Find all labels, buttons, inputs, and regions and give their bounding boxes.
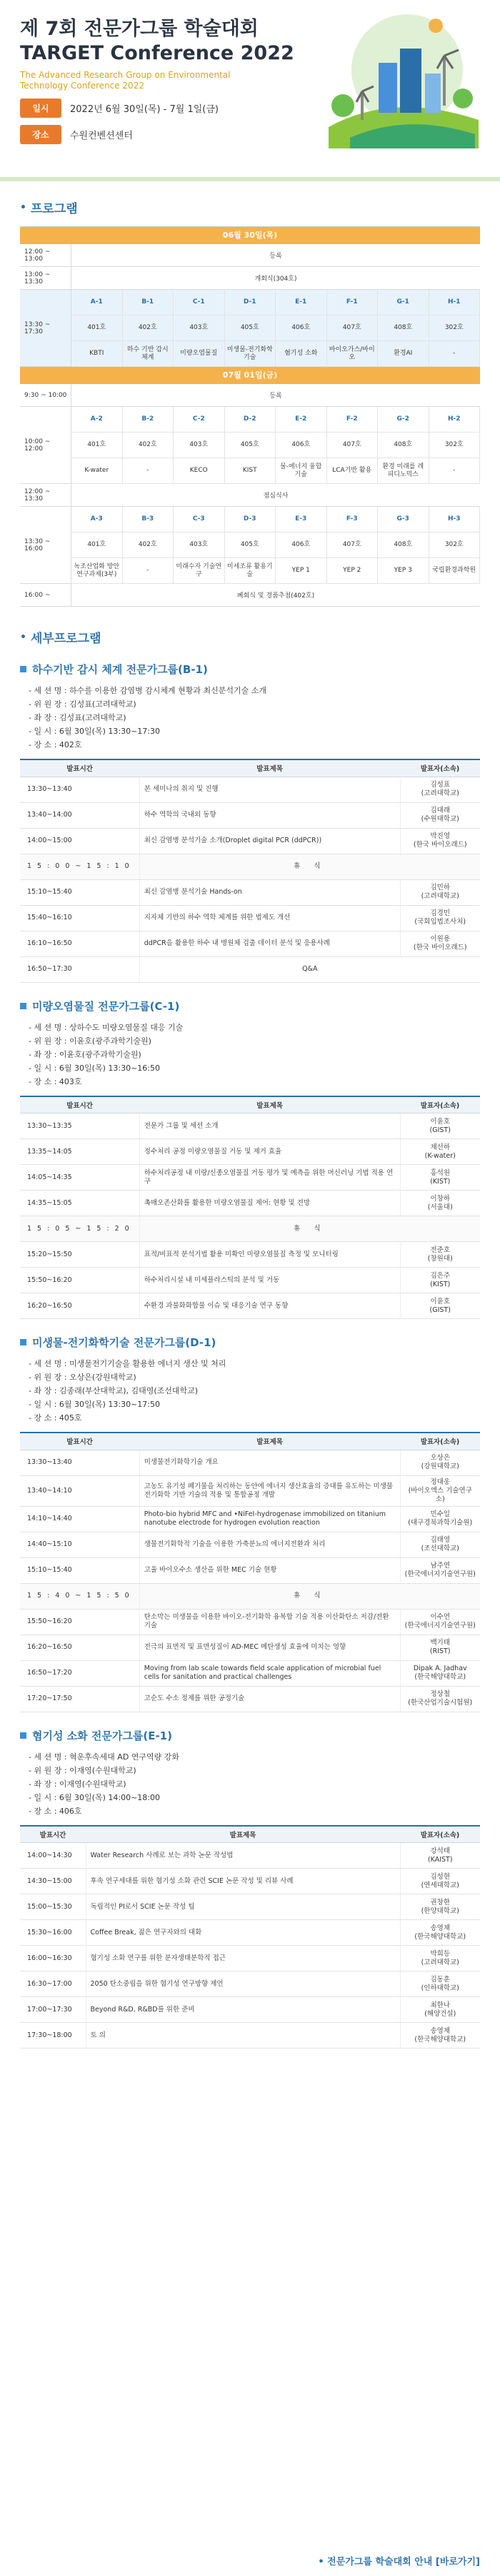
row-time: 15:20~15:50	[20, 1242, 139, 1268]
row-speaker: 권창한 (한양대학교)	[400, 1894, 480, 1920]
row-title: 최신 감염병 분석기술 소개(Droplet digital PCR (ddPCR))	[139, 828, 400, 854]
topic-cell: -	[123, 558, 174, 584]
table-row	[20, 802, 480, 828]
session-info-line: - 위 원 장 : 이재영(수원대학교)	[29, 1765, 136, 1775]
row-speaker: 전준호 (창원대)	[400, 1242, 480, 1268]
session-title: 하수기반 감시 체계 전문가그룹(B-1)	[32, 663, 208, 676]
room-cell: 302호	[429, 532, 481, 558]
room-cell: 402호	[123, 315, 174, 341]
session-code: E-1	[276, 290, 327, 315]
table-row	[20, 1475, 480, 1506]
topic-cell: KBTI	[71, 341, 123, 367]
table-header-time: 발표시간	[20, 1433, 139, 1450]
session-code: A-2	[71, 407, 123, 433]
session-info-line: - 장 소 : 406호	[29, 1806, 82, 1816]
row-text: 개회식(304호)	[254, 276, 297, 283]
d1-session-time: 13:30 ~ 17:30	[20, 290, 71, 366]
table-row	[20, 1946, 480, 1971]
session-code: G-2	[378, 407, 429, 433]
room-cell: 401호	[71, 315, 123, 341]
topic-cell: 물-에너지 융합기술	[276, 458, 327, 484]
title-line2: TARGET Conference 2022	[20, 42, 294, 64]
session-code: F-3	[327, 507, 379, 532]
table-row	[20, 1242, 480, 1268]
row-text: 등록	[269, 393, 282, 400]
table-row	[20, 931, 480, 956]
row-speaker: 박진영 (한국 바이오래드)	[400, 828, 480, 854]
row-time: 9:30 ~ 10:00	[20, 384, 71, 406]
row-time: 13:40~14:00	[20, 802, 139, 828]
eco-illustration	[300, 6, 486, 148]
row-time: 14:10~14:40	[20, 1506, 139, 1532]
d2-s1-row	[20, 407, 480, 484]
table-row	[20, 1583, 480, 1609]
table-header-title: 발표제목	[86, 1826, 400, 1843]
lunch-time: 12:00 ~ 13:30	[20, 484, 71, 506]
row-speaker: 홍석원 (KIST)	[400, 1165, 480, 1191]
session-code: B-1	[123, 290, 174, 315]
table-row	[20, 1920, 480, 1946]
session-code: A-1	[71, 290, 123, 315]
d2-s2-time: 13:30 ~ 16:00	[20, 507, 71, 583]
topic-cell: 미래수자 기술연구	[174, 558, 225, 584]
table-row	[20, 1997, 480, 2023]
row-speaker: 민수일 (대구경북과학기술원)	[400, 1506, 480, 1532]
bullet-icon: •	[20, 631, 26, 643]
table-row	[20, 1506, 480, 1532]
row-time: 16:50~17:20	[20, 1660, 139, 1686]
day2-band: 07월 01일(금)	[20, 367, 480, 384]
topic-cell: 환경AI	[378, 341, 429, 367]
room-cell: 408호	[378, 315, 429, 341]
table-row	[20, 1843, 480, 1869]
session-info-line: - 좌 장 : 이재영(수원대학교)	[29, 1779, 126, 1789]
topic-cell: 혐기성 소화	[276, 341, 327, 367]
row-time: 17:30~18:00	[20, 2023, 86, 2049]
row-time: 12:00 ~ 13:00	[20, 244, 71, 266]
row-title: 표적/비표적 분석기법 활용 미확인 미량오염물질 측정 및 모니터링	[139, 1242, 400, 1268]
session-code: G-1	[378, 290, 429, 315]
room-cell: 302호	[429, 433, 481, 458]
session-code: H-3	[429, 507, 481, 532]
place-value: 수원컨벤션센터	[70, 131, 133, 141]
row-time: 13:30~13:40	[20, 777, 139, 802]
row-speaker: 백기태 (RIST)	[400, 1635, 480, 1660]
table-row	[20, 1216, 480, 1242]
table-header-time: 발표시간	[20, 1096, 139, 1113]
row-time: 14:35~15:05	[20, 1191, 139, 1216]
row-title: 지자체 기반의 하수 역학 체계를 위한 법제도 개선	[139, 905, 400, 931]
room-cell: 402호	[123, 433, 174, 458]
row-title: 본 세미나의 취지 및 진행	[139, 777, 400, 802]
row-time: 13:30~13:35	[20, 1113, 139, 1139]
row-time: 15:40~15:50	[20, 1583, 139, 1609]
table-row	[20, 1894, 480, 1920]
table-header-title: 발표제목	[139, 1433, 400, 1450]
break-label: 휴 식	[139, 854, 480, 879]
topic-cell: 환경 미래를 레피디노믹스	[378, 458, 429, 484]
session-code: G-3	[378, 507, 429, 532]
row-speaker: 송영채 (한국해양대학교)	[400, 1920, 480, 1946]
row-time: 14:00~15:00	[20, 828, 139, 854]
closing-row	[20, 584, 480, 607]
row-time: 15:00~15:10	[20, 854, 139, 879]
program-table	[20, 226, 480, 607]
topic-cell: 바이오가스/바이오	[327, 341, 379, 367]
table-header-speaker: 발표자(소속)	[400, 1826, 480, 1843]
break-label: 휴 식	[139, 1216, 480, 1242]
row-speaker: 김태영 (조선대학교)	[400, 1532, 480, 1557]
session-info	[29, 1021, 471, 1089]
session-info-line: - 세 션 명 : 혁운후속세대 AD 연구역량 강화	[29, 1752, 180, 1762]
row-title: ddPCR을 활용한 하수 내 병원체 검출 데이터 분석 및 응용사례	[139, 931, 400, 956]
table-row	[20, 1635, 480, 1660]
square-bullet-icon	[20, 1339, 26, 1345]
subtitle: The Advanced Research Group on Environmental Technology Conference 2022	[20, 70, 231, 91]
row-time: 15:00~15:30	[20, 1894, 86, 1920]
session-info-line: - 좌 장 : 이윤호(광주과학기술원)	[29, 1049, 141, 1059]
table-row	[20, 1660, 480, 1686]
table-row	[20, 879, 480, 905]
row-title: 하수 역학의 국내외 동향	[139, 802, 400, 828]
session-heading	[20, 999, 480, 1014]
session-info	[29, 1750, 471, 1818]
row-time: 15:10~15:40	[20, 1557, 139, 1583]
row-title: 수환경 과불화화합물 이슈 및 대응기술 연구 동향	[139, 1293, 400, 1319]
row-time: 15:10~15:40	[20, 879, 139, 905]
table-header-speaker: 발표자(소속)	[400, 1096, 480, 1113]
row-title: 하수처리공정 내 미량/신종오염물질 거동 평가 및 예측을 위한 머신러닝 기법 적용 연구	[139, 1165, 400, 1191]
topic-cell: 미세조류 활용기술	[225, 558, 276, 584]
table-header-speaker: 발표자(소속)	[400, 1433, 480, 1450]
row-time: 14:30~15:00	[20, 1869, 86, 1894]
row-title: Water Research 사례로 보는 과학 논문 작성법	[86, 1843, 400, 1869]
session-info-line: - 장 소 : 403호	[29, 1076, 82, 1086]
row-title: 독립적인 PI로서 SCIE 논문 작성 팁	[86, 1894, 400, 1920]
row-time: 14:40~15:10	[20, 1532, 139, 1557]
row-speaker: 정대웅 (바이오엑스 기술연구소)	[400, 1475, 480, 1506]
topic-cell: YEP 1	[276, 558, 327, 584]
row-speaker: 박희등 (고려대학교)	[400, 1946, 480, 1971]
session-title: 미생물-전기화학기술 전문가그룹(D-1)	[32, 1336, 216, 1349]
row-time: 16:30~17:00	[20, 1971, 86, 1997]
row-title: 최신 감염병 분석기술 Hands-on	[139, 879, 400, 905]
table-header-time: 발표시간	[20, 1826, 86, 1843]
table-row	[20, 956, 480, 982]
header-divider	[0, 177, 500, 181]
row-speaker: 이윤호 (GIST)	[400, 1113, 480, 1139]
room-cell: 402호	[123, 532, 174, 558]
row-title: 정수처리 공정 미량오염물질 거동 및 제거 효율	[139, 1139, 400, 1165]
table-row	[20, 1532, 480, 1557]
row-title: 촉매오존산화를 활용한 미량오염물질 제어: 현황 및 전망	[139, 1191, 400, 1216]
table-row	[20, 777, 480, 802]
square-bullet-icon	[20, 1003, 26, 1009]
session-info-line: - 장 소 : 402호	[29, 740, 82, 749]
row-speaker: 김민하 (고려대학교)	[400, 879, 480, 905]
table-row	[20, 1293, 480, 1319]
row-title: Coffee Break, 젊은 연구자와의 대화	[86, 1920, 400, 1946]
topic-cell: 미량오염물질	[174, 341, 225, 367]
row-time: 16:20~16:50	[20, 1293, 139, 1319]
row-time: 13:30~13:40	[20, 1450, 139, 1475]
table-row	[20, 1869, 480, 1894]
session-code: E-2	[276, 407, 327, 433]
session-code: B-2	[123, 407, 174, 433]
session-info-line: - 좌 장 : 김종래(부산대학교), 김태영(조선대학교)	[29, 1386, 199, 1395]
session-code: H-1	[429, 290, 481, 315]
table-row	[20, 1686, 480, 1712]
session-heading	[20, 1728, 480, 1743]
session-info	[29, 1357, 471, 1425]
row-time: 14:00~14:30	[20, 1843, 86, 1869]
table-row	[20, 828, 480, 854]
program-row	[20, 267, 480, 290]
program-row	[20, 244, 480, 267]
room-cell: 405호	[225, 532, 276, 558]
topic-cell: -	[123, 458, 174, 484]
program-heading: • 프로그램	[20, 201, 78, 216]
topic-cell: LCA기반 활용	[327, 458, 379, 484]
session-info-line: - 장 소 : 405호	[29, 1413, 82, 1423]
room-cell: 408호	[378, 433, 429, 458]
bullet-icon: •	[20, 201, 26, 213]
topic-cell: YEP 2	[327, 558, 379, 584]
session-info	[29, 684, 471, 752]
room-cell: 406호	[276, 433, 327, 458]
row-title: 생물전기화학적 기술을 이용한 가축분뇨의 에너지전환과 처리	[139, 1532, 400, 1557]
topic-cell: 미생물-전기화학기술	[225, 341, 276, 367]
session-info-line: - 일 시 : 6월 30일(목) 13:30~17:30	[29, 727, 160, 736]
row-title: 전문가 그룹 및 세션 소개	[139, 1113, 400, 1139]
session-info-line: - 세 션 명 : 상하수도 미량오염물질 대응 기술	[29, 1022, 184, 1032]
room-cell: 406호	[276, 532, 327, 558]
row-title: 후속 연구세대를 위한 혐기성 소화 관련 SCIE 논문 작성 및 리뷰 사례	[86, 1869, 400, 1894]
row-speaker: 이원용 (한국 바이오래드)	[400, 931, 480, 956]
closing-time: 16:00 ~	[20, 584, 71, 606]
row-text: 등록	[269, 253, 282, 260]
session-table	[20, 1096, 480, 1320]
session-code: F-2	[327, 407, 379, 433]
row-speaker: 채선하 (K-water)	[400, 1139, 480, 1165]
row-title: Beyond R&D, R&BD를 위한 준비	[86, 1997, 400, 2023]
session-info-line: - 위 원 장 : 오상은(강원대학교)	[29, 1373, 136, 1382]
table-row	[20, 1450, 480, 1475]
table-row	[20, 1609, 480, 1635]
row-speaker: 송영채 (한국해양대학교)	[400, 2023, 480, 2049]
row-title: 혐기성 소화 연구를 위한 분자생태분학적 접근	[86, 1946, 400, 1971]
detail-heading: • 세부프로그램	[20, 631, 101, 646]
session-info-line: - 좌 장 : 김성표(고려대학교)	[29, 713, 126, 722]
row-speaker: 김은주 (KIST)	[400, 1268, 480, 1293]
table-row	[20, 1113, 480, 1139]
row-title: 고농도 유기성 폐기물을 처리하는 동안에 에너지 생산효율의 증대를 유도하는 미생물전기화학 기반 기술의 적용 및 통합공정 개발	[139, 1475, 400, 1506]
session-info-line: - 위 원 장 : 이윤호(광주과학기술원)	[29, 1036, 151, 1046]
session-table	[20, 759, 480, 983]
table-row	[20, 1139, 480, 1165]
program-row	[20, 384, 480, 407]
closing-text: 폐회식 및 경품추첨(402호)	[236, 592, 315, 600]
row-speaker: 남주연 (한국에너지기술연구원)	[400, 1557, 480, 1583]
topic-cell: YEP 3	[378, 558, 429, 584]
row-speaker: 김성현 (연세대학교)	[400, 1869, 480, 1894]
row-speaker: 김동훈 (인하대학교)	[400, 1971, 480, 1997]
date-label: 일시	[20, 99, 61, 118]
sessions-container	[0, 662, 500, 2049]
row-speaker: 이수연 (한국에너지기술연구원)	[400, 1609, 480, 1635]
break-label: 휴 식	[139, 1583, 480, 1609]
session-code: D-3	[225, 507, 276, 532]
table-row	[20, 1971, 480, 1997]
topic-cell: 하수 기반 감시체계	[123, 341, 174, 367]
row-time: 13:40~14:10	[20, 1475, 139, 1506]
session-table	[20, 1432, 480, 1712]
lunch-row	[20, 484, 480, 507]
row-speaker: 최한나 (해양건설)	[400, 1997, 480, 2023]
lunch-text: 점심식사	[263, 493, 289, 500]
square-bullet-icon	[20, 666, 26, 672]
footer-link[interactable]: • 전문가그룹 학술대회 안내 [바로가기]	[318, 2557, 480, 2567]
session-title: 혐기성 소화 전문가그룹(E-1)	[32, 1729, 172, 1742]
row-title: 미생물전기화학기술 개요	[139, 1450, 400, 1475]
table-row	[20, 1557, 480, 1583]
room-cell: 403호	[174, 433, 225, 458]
row-time: 15:30~16:00	[20, 1920, 86, 1946]
table-header-speaker: 발표자(소속)	[400, 759, 480, 777]
table-row	[20, 1165, 480, 1191]
d2-s2-row	[20, 507, 480, 584]
day1-band: 06월 30일(목)	[20, 227, 480, 244]
room-cell: 403호	[174, 532, 225, 558]
session-info-line: - 일 시 : 6월 30일(목) 13:30~16:50	[29, 1063, 160, 1073]
row-title: 전극의 표면적 및 표면성질이 AD-MEC 메탄생성 효율에 미치는 영향	[139, 1635, 400, 1660]
row-title: 하수처리시설 내 미세플라스틱의 분석 및 거동	[139, 1268, 400, 1293]
room-cell: 406호	[276, 315, 327, 341]
session-code: B-3	[123, 507, 174, 532]
d2-s1-time: 10:00 ~ 12:00	[20, 407, 71, 483]
row-title: 고율 바이오수소 생산을 위한 MEC 기술 현황	[139, 1557, 400, 1583]
square-bullet-icon	[20, 1732, 26, 1739]
row-speaker: 김대래 (수원대학교)	[400, 802, 480, 828]
row-time: 13:00 ~ 13:30	[20, 267, 71, 289]
table-row	[20, 1268, 480, 1293]
row-time: 15:50~16:20	[20, 1268, 139, 1293]
table-row	[20, 905, 480, 931]
session-info-line: - 세 션 명 : 미생물전기기술을 활용한 에너지 생산 및 처리	[29, 1359, 226, 1368]
room-cell: 408호	[378, 532, 429, 558]
row-time: 15:50~16:20	[20, 1609, 139, 1635]
row-time: 15:40~16:10	[20, 905, 139, 931]
session-info-line: - 일 시 : 6월 30일(목) 13:30~17:50	[29, 1400, 160, 1409]
row-title: 토 의	[86, 2023, 400, 2049]
row-title: 2050 탄소중립을 위한 혐기성 연구방향 제언	[86, 1971, 400, 1997]
topic-cell: -	[429, 458, 481, 484]
session-code: A-3	[71, 507, 123, 532]
row-time: 16:50~17:30	[20, 956, 139, 982]
room-cell: 407호	[327, 315, 379, 341]
topic-cell: 녹조산업화 방안 연구과제(3부)	[71, 558, 123, 584]
row-title: 고순도 수소 정제를 위한 공정기술	[139, 1686, 400, 1712]
row-speaker: 이윤호 (GIST)	[400, 1293, 480, 1319]
table-header-time: 발표시간	[20, 759, 139, 777]
row-title: 탄소막는 미생물을 이용한 바이오-전기화학 융복합 기술 적용 이산화탄소 저감/전환기술	[139, 1609, 400, 1635]
session-code: E-3	[276, 507, 327, 532]
session-code: F-1	[327, 290, 379, 315]
topic-cell: K-water	[71, 458, 123, 484]
row-time: 17:00~17:30	[20, 1997, 86, 2023]
date-value: 2022년 6월 30일(목) - 7월 1일(금)	[70, 104, 219, 115]
table-row	[20, 1191, 480, 1216]
row-time: 13:35~14:05	[20, 1139, 139, 1165]
row-speaker: Dipak A. Jadhav (한국해양대학교)	[400, 1660, 480, 1686]
table-row	[20, 2023, 480, 2049]
session-info-line: - 일 시 : 6월 30일(목) 14:00~18:00	[29, 1792, 160, 1802]
session-code: C-1	[174, 290, 225, 315]
qa-label: Q&A	[139, 956, 480, 982]
topic-cell: KECO	[174, 458, 225, 484]
session-heading	[20, 662, 480, 677]
session-heading	[20, 1335, 480, 1350]
session-code: H-2	[429, 407, 481, 433]
row-speaker: 김경민 (국회입법조사처)	[400, 905, 480, 931]
room-cell: 405호	[225, 433, 276, 458]
room-cell: 302호	[429, 315, 481, 341]
session-code: D-1	[225, 290, 276, 315]
row-speaker: 김성표 (고려대학교)	[400, 777, 480, 802]
topic-cell: KIST	[225, 458, 276, 484]
session-info-line: - 위 원 장 : 김성표(고려대학교)	[29, 699, 136, 709]
table-header-title: 발표제목	[139, 759, 400, 777]
row-time: 16:20~16:50	[20, 1635, 139, 1660]
d1-session-row	[20, 290, 480, 367]
topic-cell: 국립환경과학원	[429, 558, 481, 584]
header	[0, 0, 500, 177]
place-label: 장소	[20, 125, 61, 144]
session-info-line: - 세 션 명 : 하수를 이용한 감염병 감시체계 현황과 최신분석기술 소개	[29, 686, 267, 695]
row-time: 16:00~16:30	[20, 1946, 86, 1971]
row-speaker: 이창하 (서울대)	[400, 1191, 480, 1216]
title-line1: 제 7회 전문가그룹 학술대회	[20, 18, 259, 40]
row-time: 17:20~17:50	[20, 1686, 139, 1712]
row-time: 15:05~15:20	[20, 1216, 139, 1242]
topic-cell: -	[429, 341, 481, 367]
session-code: C-3	[174, 507, 225, 532]
room-cell: 407호	[327, 433, 379, 458]
row-time: 16:10~16:50	[20, 931, 139, 956]
row-speaker: 오상은 (강원대학교)	[400, 1450, 480, 1475]
table-header-title: 발표제목	[139, 1096, 400, 1113]
room-cell: 401호	[71, 532, 123, 558]
row-title: Moving from lab scale towards field scale application of microbial fuel cells for sanitation and practical challenges	[139, 1660, 400, 1686]
room-cell: 407호	[327, 532, 379, 558]
table-row	[20, 854, 480, 879]
session-table	[20, 1825, 480, 2049]
room-cell: 405호	[225, 315, 276, 341]
session-code: C-2	[174, 407, 225, 433]
row-title: Photo-bio hybrid MFC and •NiFeI-hydrogenase immobilized on titanium nanotube electrode for hydrogen evolution reaction	[139, 1506, 400, 1532]
room-cell: 403호	[174, 315, 225, 341]
row-time: 14:05~14:35	[20, 1165, 139, 1191]
row-speaker: 정상철 (한국산업기술시험원)	[400, 1686, 480, 1712]
session-title: 미량오염물질 전문가그룹(C-1)	[32, 999, 180, 1013]
room-cell: 401호	[71, 433, 123, 458]
session-code: D-2	[225, 407, 276, 433]
row-speaker: 강석태 (KAIST)	[400, 1843, 480, 1869]
